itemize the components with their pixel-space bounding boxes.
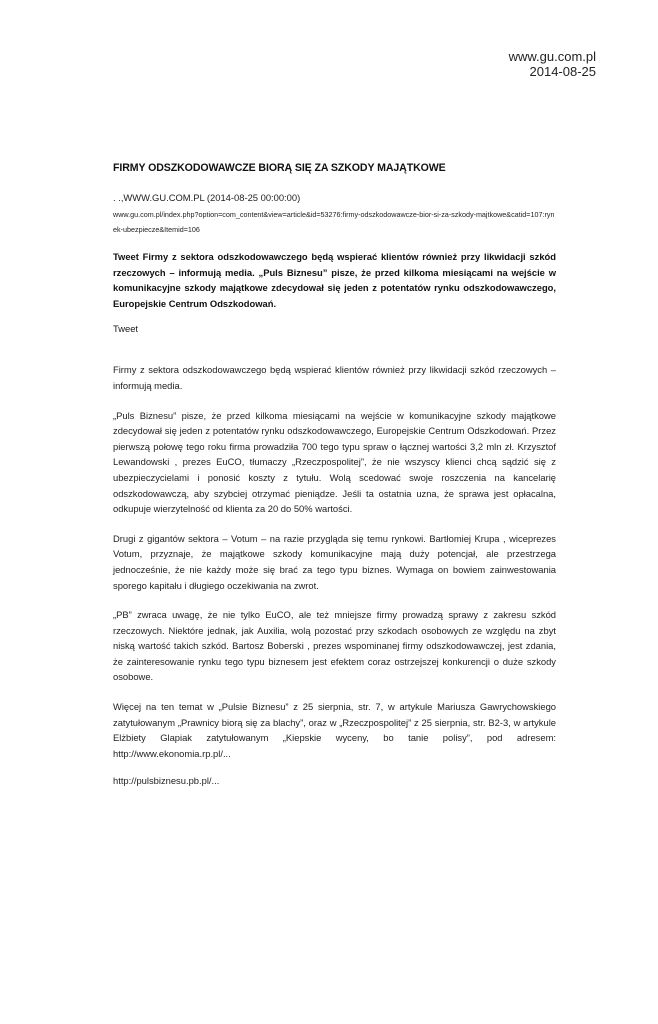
article-url: www.gu.com.pl/index.php?option=com_content&view=article&id=53276:firmy-odszkodowawcze-bior-si-za-szkody-majtkowe&catid=107:rynek-ubezpiecze&Itemid=106 — [113, 210, 555, 234]
paragraph-4: „PB” zwraca uwagę, że nie tylko EuCO, ale też mniejsze firmy prowadzą sprawy z zakresu szkód rzeczowych. Niektóre jednak, jak Auxilia, wolą pozostać przy szkodach osobowych ze względu na zbyt niską wartość takich szkód. Bartosz Boberski , prezes wspominanej firmy odszkodowawczej, jest zdania, że zainteresowanie rynku tego typu biznesem jest efektem coraz ostrzejszej konkurencji o duże szkody osobowe. — [113, 609, 556, 683]
header-meta — [509, 49, 596, 79]
site-name: www.gu.com.pl — [508, 49, 596, 64]
article-lead: Tweet Firmy z sektora odszkodowawczego będą wspierać klientów również przy likwidacji szkód rzeczowych – informują media. „Puls Biznesu” pisze, że przed kilkoma miesiącami na wejście w komunikacyjne szkody majątkowe zdecydował się jeden z potentatów rynku odszkodowawczego, Europejskie Centrum Odszkodowań. — [113, 251, 556, 309]
source-line: . .,WWW.GU.COM.PL (2014-08-25 00:00:00) — [113, 192, 301, 203]
paragraph-1: Firmy z sektora odszkodowawczego będą wspierać klientów również przy likwidacji szkód rzeczowych – informują media. — [113, 364, 556, 391]
article-title: FIRMY ODSZKODOWAWCZE BIORĄ SIĘ ZA SZKODY MAJĄTKOWE — [113, 162, 446, 174]
header-date: 2014-08-25 — [529, 64, 596, 79]
tweet-label: Tweet — [113, 323, 139, 335]
paragraph-2: „Puls Biznesu” pisze, że przed kilkoma miesiącami na wejście w komunikacyjne szkody majątkowe zdecydował się jeden z potentatów rynku odszkodowawczego, Europejskie Centrum Odszkodowań. Przez pierwszą połowę tego roku firma prowadziła 700 tego typu spraw o łącznej wartości 3,2 mln zł. Krzysztof Lewandowski , prezes EuCO, tłumaczy „Rzeczpospolitej”, że nie wszyscy klienci chcą sądzić się z ubezpieczycielami i ponosić koszty z tytułu. Wolą scedować swoje roszczenia na kancelarię odszkodowawczą, aby szybciej otrzymać pieniądze. Jeśli ta ostatnia uzna, że sprawa jest opłacalna, odkupuje wierzytelność od klienta za 20 do 50% wartości. — [113, 409, 556, 515]
article — [113, 162, 556, 786]
paragraph-5: Więcej na ten temat w „Pulsie Biznesu” z 25 sierpnia, str. 7, w artykule Mariusza Gawrychowskiego zatytułowanym „Prawnicy biorą się za blachy”, oraz w „Rzeczpospolitej” z 25 sierpnia, str. B2-3, w artykule Elżbiety Glapiak zatytułowanym „Kiepskie wyceny, bo tanie polisy”, pod adresem: http://www.ekonomia.rp.pl/... — [113, 701, 556, 759]
paragraph-3: Drugi z gigantów sektora – Votum – na razie przygląda się temu rynkowi. Bartłomiej Krupa , wiceprezes Votum, przyznaje, że majątkowe szkody komunikacyjne mają duży potencjał, ale przestrzega jednocześnie, że nie każdy może się brać za tego typu biznes. Wymaga on bowiem zainwestowania sporego kapitału i długiego oczekiwania na zwrot. — [113, 532, 556, 591]
footer-link: http://pulsbiznesu.pb.pl/... — [113, 775, 220, 787]
